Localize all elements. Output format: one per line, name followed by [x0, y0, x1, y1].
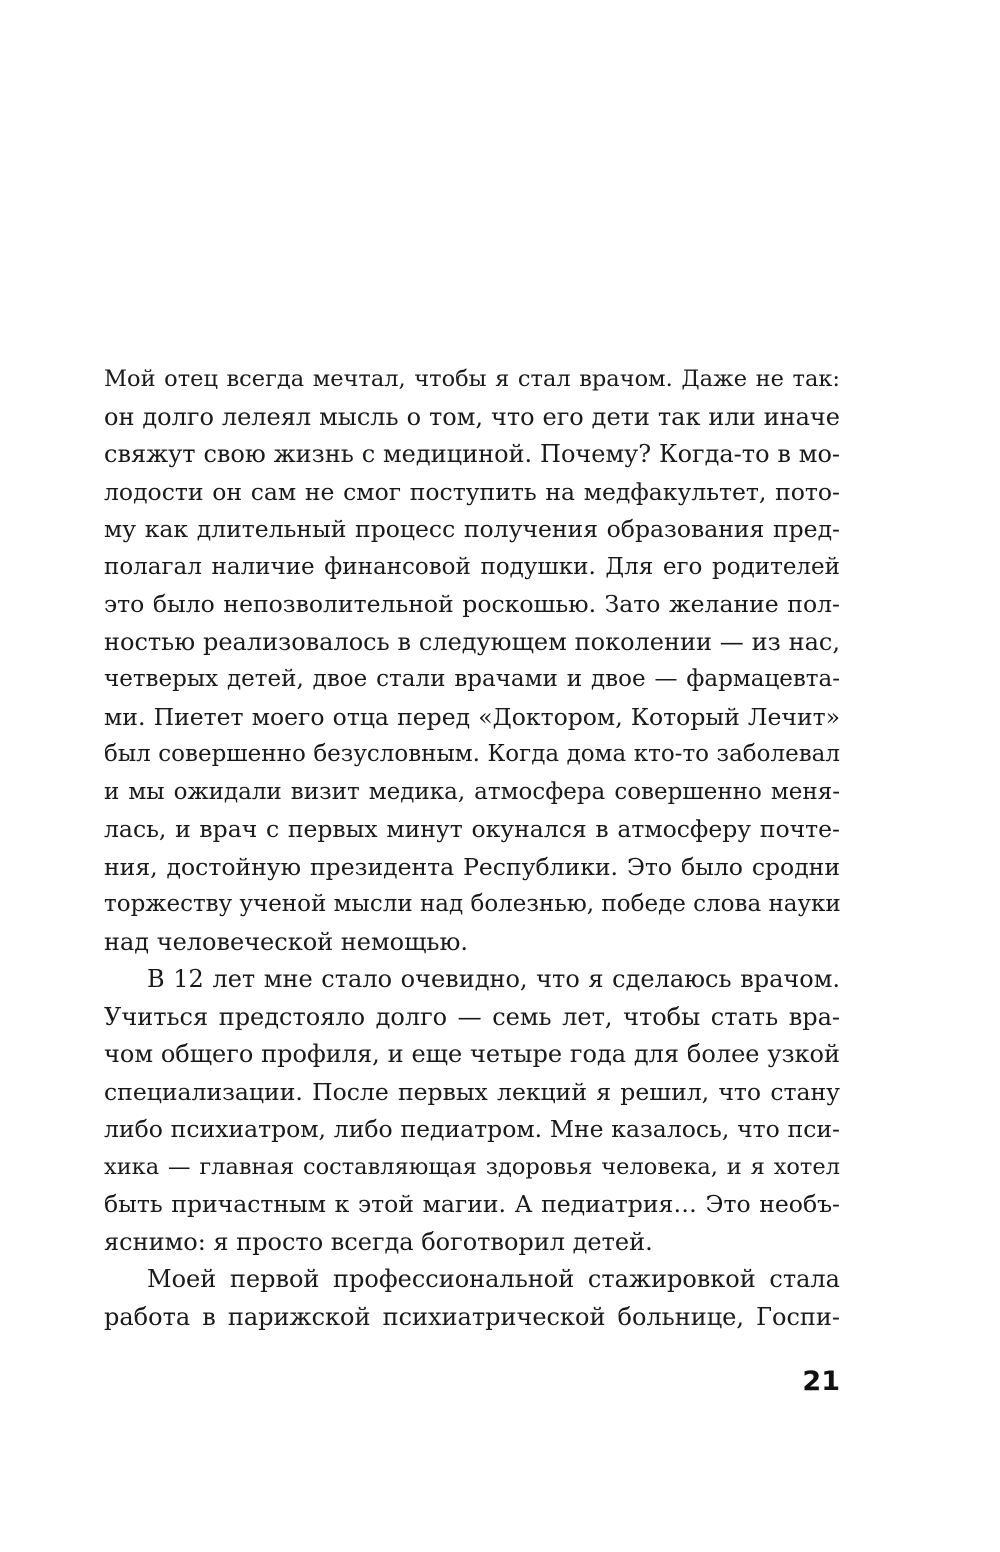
- text-line: либо психиатром, либо педиатром. Мне казалось, что пси-: [104, 1115, 840, 1143]
- text-line: был совершенно безусловным. Когда дома кто-то заболевал: [104, 741, 840, 767]
- text-line: Учиться предстояло долго — семь лет, чтобы стать вра-: [104, 1002, 840, 1031]
- text-line: лодости он сам не смог поступить на медфакультет, пото-: [104, 477, 840, 506]
- paragraph-1: [104, 361, 840, 961]
- paragraph-3: [104, 1261, 840, 1336]
- text-line: и мы ожидали визит медика, атмосфера совершенно меня-: [104, 778, 840, 805]
- text-line: яснимо: я просто всегда боготворил детей.: [104, 1227, 653, 1256]
- text-line: хика — главная составляющая здоровья человека, и я хотел: [104, 1153, 840, 1180]
- text-line: ния, достойную президента Республики. Это было сродни: [104, 852, 840, 881]
- text-line: чом общего профиля, и еще четыре года для более узкой: [104, 1040, 840, 1068]
- text-line: Моей первой профессиональной стажировкой стала: [147, 1265, 840, 1293]
- text-line: специализации. После первых лекций я решил, что стану: [104, 1077, 840, 1106]
- text-line: это было непозволительной роскошью. Зато желание пол-: [104, 590, 840, 618]
- body-text: [104, 361, 840, 1336]
- text-line: му как длительный процесс получения образования пред-: [104, 515, 840, 543]
- text-line: ми. Пиетет моего отца перед «Доктором, Который Лечит»: [104, 702, 840, 731]
- text-line: четверых детей, двое стали врачами и двое — фармацевта-: [104, 666, 840, 692]
- paragraph-2: [104, 961, 840, 1261]
- text-line: торжеству ученой мысли над болезнью, победе слова науки: [104, 891, 841, 917]
- text-line: полагал наличие финансовой подушки. Для его родителей: [104, 553, 840, 580]
- page-number: 21: [802, 1366, 840, 1397]
- text-line: свяжут свою жизнь с медициной. Почему? Когда-то в мо-: [104, 440, 840, 468]
- text-line: Мой отец всегда мечтал, чтобы я стал врачом. Даже не так:: [104, 366, 840, 392]
- text-line: он долго лелеял мысль о том, что его дети так или иначе: [104, 402, 840, 431]
- text-line: работа в парижской психиатрической больнице, Госпи-: [104, 1302, 840, 1331]
- text-line: В 12 лет мне стало очевидно, что я сделаюсь врачом.: [147, 965, 840, 993]
- text-line: быть причастным к этой магии. А педиатрия… Это необъ-: [104, 1190, 840, 1218]
- text-line: лась, и врач с первых минут окунался в атмосферу почте-: [104, 815, 840, 843]
- text-line: ностью реализовалось в следующем поколении — из нас,: [104, 627, 840, 656]
- text-line: над человеческой немощью.: [104, 927, 468, 956]
